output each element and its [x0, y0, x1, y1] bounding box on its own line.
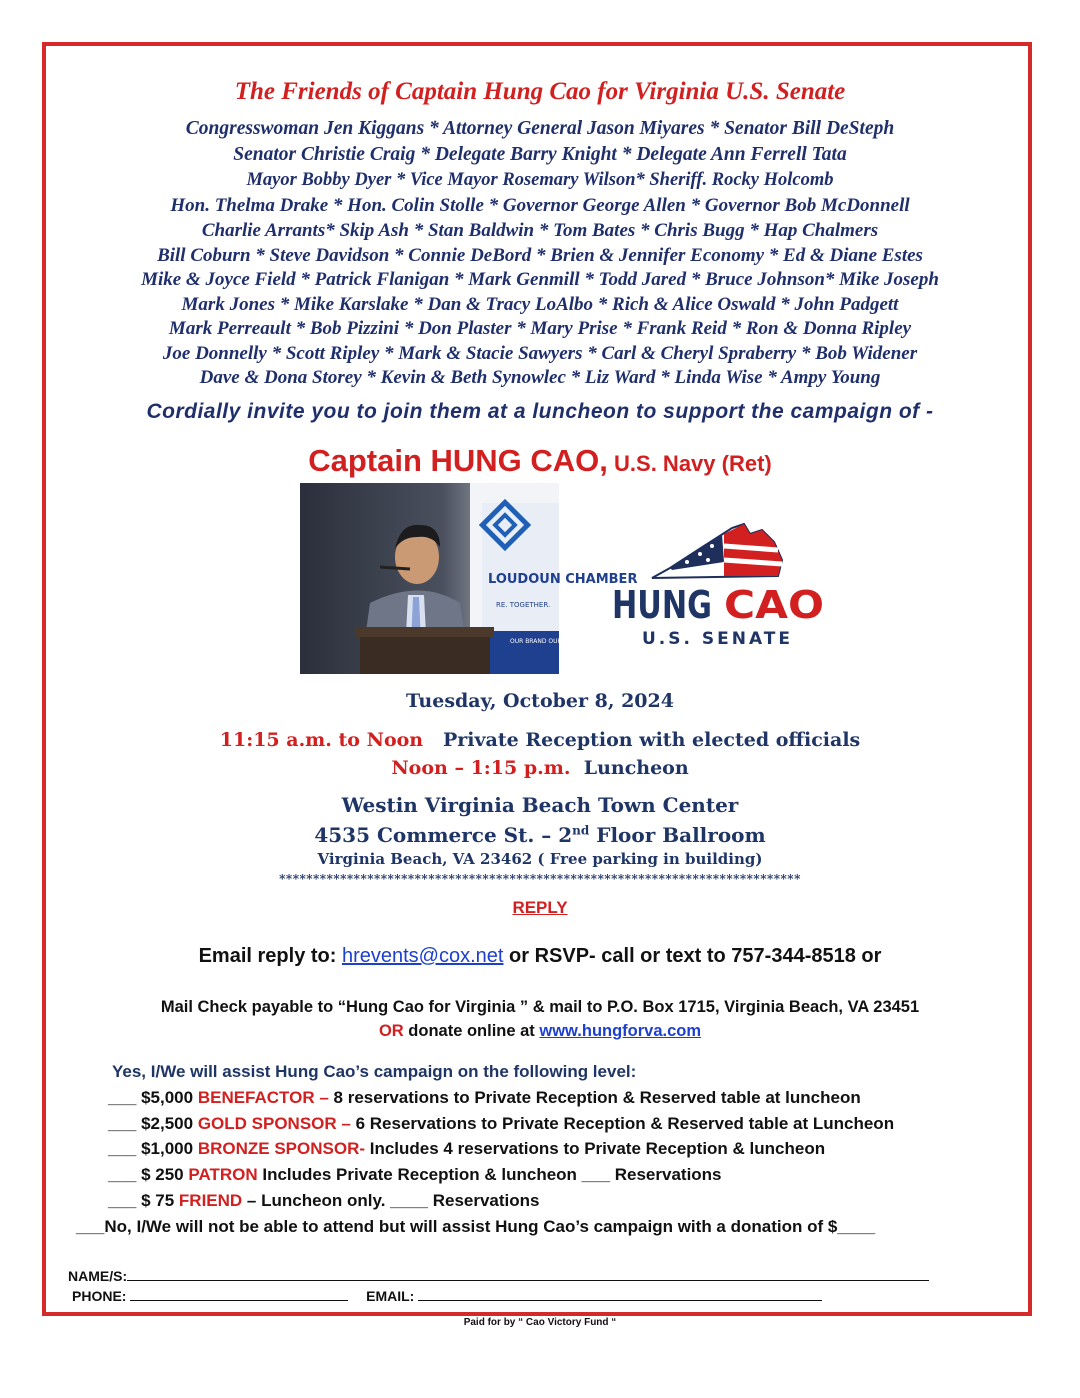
online-text: donate online at: [403, 1022, 540, 1040]
email-label: Email reply to:: [198, 945, 342, 967]
level-amount: $ 75: [136, 1191, 179, 1210]
email-form-label: EMAIL:: [366, 1288, 415, 1304]
level-name: FRIEND: [178, 1191, 243, 1210]
invite-line: Cordially invite you to join them at a luncheon to support the campaign of -: [146, 400, 934, 423]
rsvp-text: or RSVP- call or text to 757-344-8518 or: [503, 945, 882, 967]
candidate-title: [0, 443, 1080, 479]
host-line-2: Senator Christie Craig * Delegate Barry Knight * Delegate Ann Ferrell Tata: [233, 144, 847, 165]
level-gold-sponsor[interactable]: [108, 1114, 894, 1134]
logo-last: CAO: [724, 583, 824, 627]
name-field[interactable]: [127, 1266, 929, 1281]
level-name: PATRON: [188, 1165, 258, 1184]
venue: Westin Virginia Beach Town Center: [341, 793, 739, 817]
mail-line: Mail Check payable to “Hung Cao for Virginia ” & mail to P.O. Box 1715, Virginia Beach, VA 23451: [160, 998, 920, 1016]
level-blank: ___: [108, 1088, 137, 1107]
level-name: GOLD SPONSOR –: [197, 1114, 351, 1133]
level-benefactor[interactable]: [108, 1088, 861, 1108]
level-patron[interactable]: [108, 1165, 722, 1185]
event-time-2: [0, 757, 1080, 779]
logo-first: HUNG: [612, 583, 712, 627]
reply-label: REPLY: [512, 898, 568, 917]
email-link[interactable]: hrevents@cox.net: [341, 945, 504, 967]
level-friend[interactable]: [108, 1191, 540, 1211]
banner-text: LOUDOUN CHAMBER: [488, 572, 638, 587]
divider: *****************************************************************************: [279, 872, 801, 886]
level-amount: $ 250: [136, 1165, 189, 1184]
level-desc: 8 reservations to Private Reception & Reserved table at luncheon: [328, 1088, 861, 1107]
host-line-1: Congresswoman Jen Kiggans * Attorney General Jason Miyares * Senator Bill DeSteph: [185, 118, 895, 139]
candidate-photo: [300, 483, 643, 674]
host-line-9: Mark Perreault * Bob Pizzini * Don Plaster * Mary Prise * Frank Reid * Ron & Donna Ripley: [168, 318, 912, 339]
level-blank: ___: [108, 1139, 137, 1158]
level-desc: 6 Reservations to Private Reception & Reserved table at Luncheon: [350, 1114, 895, 1133]
host-line-10: Joe Donnelly * Scott Ripley * Mark & Stacie Sawyers * Carl & Cheryl Spraberry * Bob Widener: [162, 343, 918, 364]
phone-email-row: [72, 1286, 822, 1304]
host-line-6: Bill Coburn * Steve Davidson * Connie DeBord * Brien & Jennifer Economy * Ed & Diane Estes: [157, 245, 923, 266]
level-desc: Includes Private Reception & luncheon ___ Reservations: [257, 1165, 722, 1184]
contact-line: [0, 945, 1080, 968]
time-reception: 11:15 a.m. to Noon: [219, 729, 424, 751]
venue-address: [0, 823, 1080, 847]
address-pre: 4535 Commerce St. – 2: [314, 823, 573, 847]
level-bronze-sponsor[interactable]: [108, 1139, 825, 1159]
host-line-4: Hon. Thelma Drake * Hon. Colin Stolle * Governor George Allen * Governor Bob McDonnell: [170, 195, 910, 216]
level-desc: – Luncheon only. ____ Reservations: [242, 1191, 540, 1210]
email-field[interactable]: [418, 1286, 822, 1301]
level-blank: ___: [108, 1191, 137, 1210]
event-time-1: [0, 729, 1080, 751]
levels-intro: Yes, I/We will assist Hung Cao’s campaign on the following level:: [112, 1062, 637, 1081]
address-sup: nd: [572, 823, 590, 838]
desc-reception: Private Reception with elected officials: [442, 729, 861, 751]
virginia-flag-icon: [652, 524, 782, 578]
online-line: [0, 1022, 1080, 1041]
host-line-7: Mike & Joyce Field * Patrick Flanigan * Mark Genmill * Todd Jared * Bruce Johnson* Mike Joseph: [141, 269, 939, 290]
paid-for: Paid for by “ Cao Victory Fund “: [463, 1317, 617, 1328]
host-line-5: Charlie Arrants* Skip Ash * Stan Baldwin * Tom Bates * Chris Bugg * Hap Chalmers: [201, 220, 879, 241]
level-blank: ___: [108, 1114, 137, 1133]
name-label: NAME/S:: [68, 1268, 128, 1284]
level-amount: $5,000: [136, 1088, 198, 1107]
candidate-name: Captain HUNG CAO,: [308, 443, 608, 478]
host-line-3: Mayor Bobby Dyer * Vice Mayor Rosemary Wilson* Sheriff. Rocky Holcomb: [246, 170, 834, 190]
level-desc: Includes 4 reservations to Private Reception & luncheon: [365, 1139, 826, 1158]
candidate-suffix: U.S. Navy (Ret): [607, 451, 772, 476]
decline-option[interactable]: ___No, I/We will not be able to attend but will assist Hung Cao’s campaign with a donation of $____: [76, 1217, 876, 1236]
name-row: [68, 1266, 929, 1284]
website-link[interactable]: www.hungforva.com: [539, 1022, 702, 1040]
level-amount: $2,500: [136, 1114, 198, 1133]
event-date: Tuesday, October 8, 2024: [406, 690, 674, 712]
desc-luncheon: Luncheon: [583, 757, 689, 779]
level-amount: $1,000: [136, 1139, 198, 1158]
phone-label: PHONE:: [72, 1288, 127, 1304]
host-line-11: Dave & Dona Storey * Kevin & Beth Synowlec * Liz Ward * Linda Wise * Ampy Young: [199, 367, 881, 388]
level-name: BENEFACTOR –: [197, 1088, 329, 1107]
heading: The Friends of Captain Hung Cao for Virginia U.S. Senate: [234, 78, 846, 105]
host-line-8: Mark Jones * Mike Karslake * Dan & Tracy LoAlbo * Rich & Alice Oswald * John Padgett: [181, 294, 899, 315]
campaign-logo: [612, 520, 826, 650]
logo-office: U.S. SENATE: [642, 629, 794, 649]
banner-foot: OUR BRAND OUR BUSINESS. LINE A LEADER: [510, 638, 643, 645]
venue-city: Virginia Beach, VA 23462 ( Free parking in building): [317, 850, 763, 868]
time-luncheon: Noon – 1:15 p.m.: [391, 757, 571, 779]
reply-row: [0, 898, 1080, 918]
phone-field[interactable]: [130, 1286, 348, 1301]
banner-sub: RE. TOGETHER.: [496, 601, 551, 609]
level-blank: ___: [108, 1165, 137, 1184]
or-label: OR: [378, 1022, 404, 1040]
address-post: Floor Ballroom: [589, 823, 766, 847]
level-name: BRONZE SPONSOR-: [197, 1139, 366, 1158]
